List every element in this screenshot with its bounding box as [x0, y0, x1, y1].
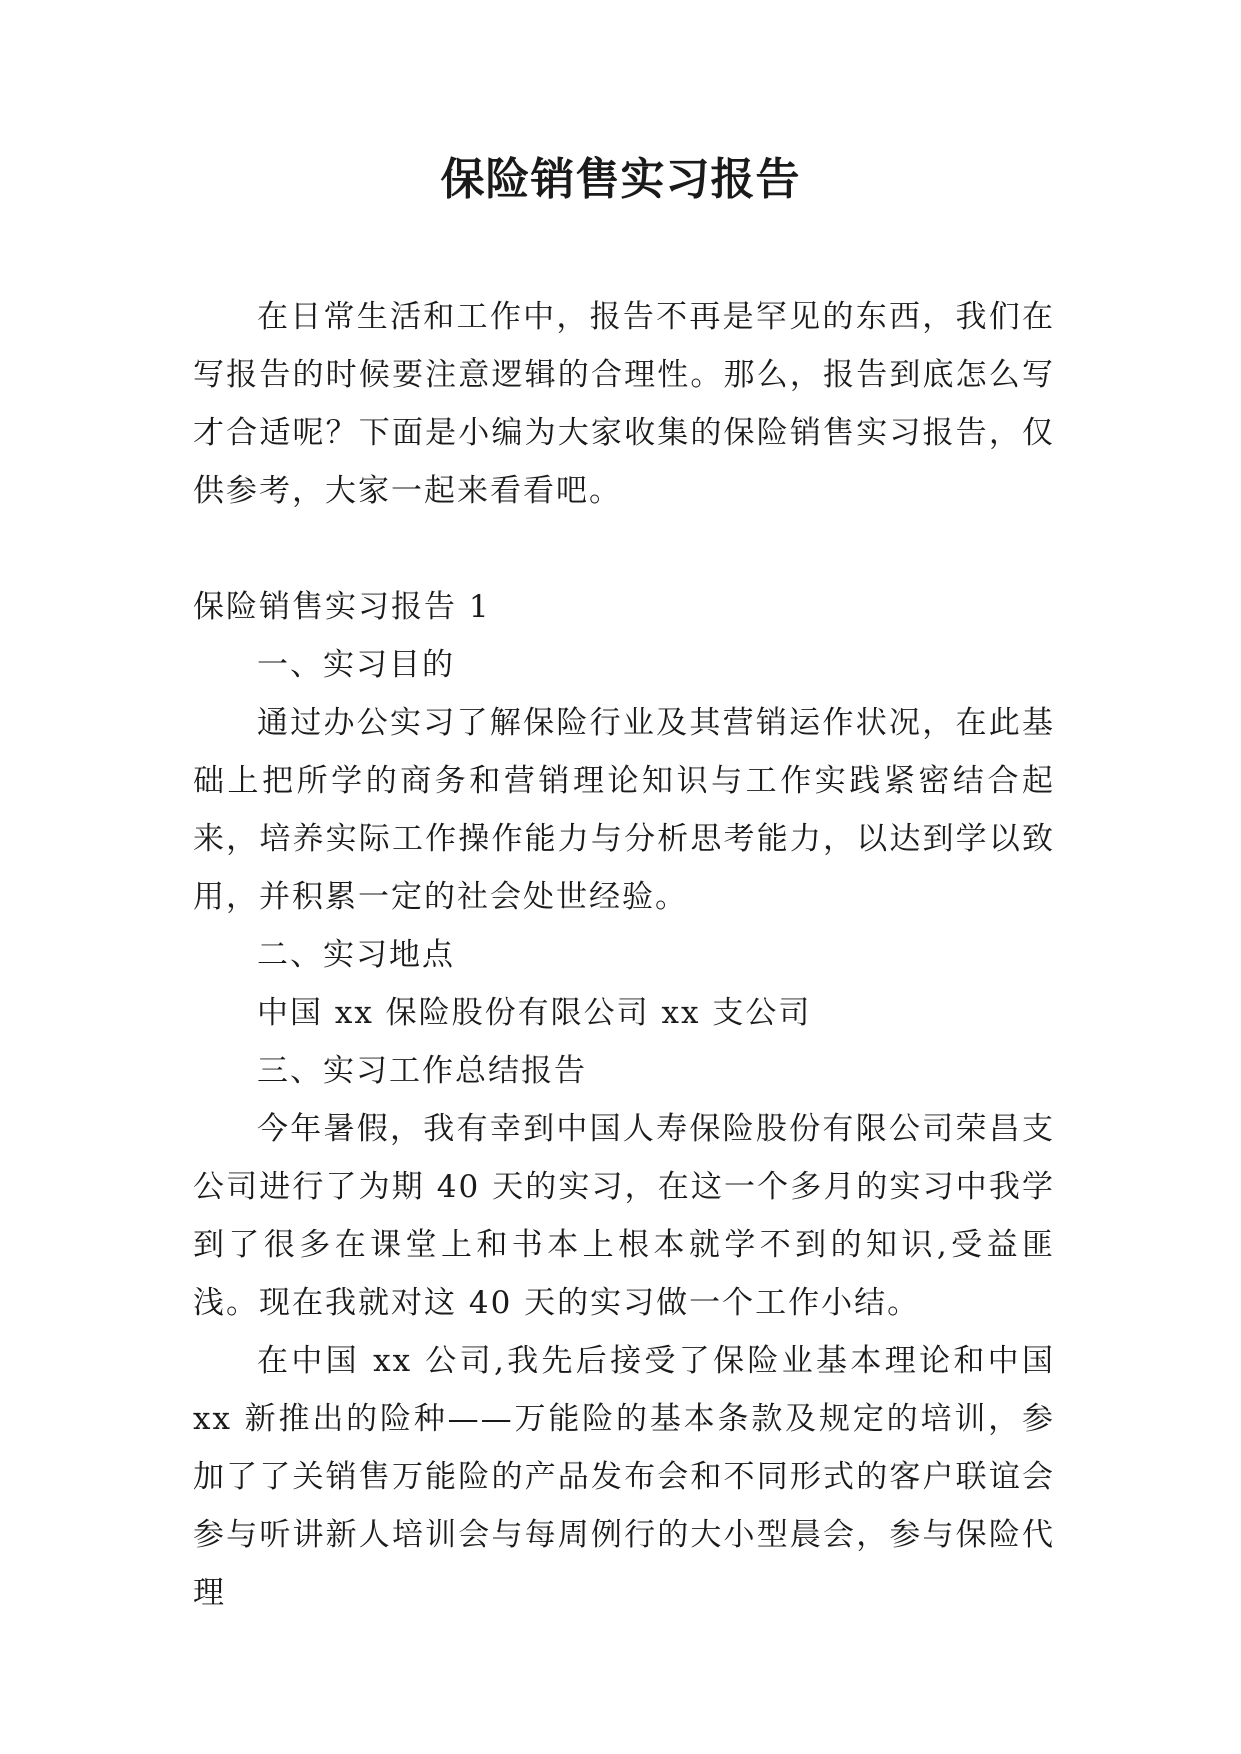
heading-purpose: 一、实习目的	[257, 647, 455, 683]
section-title: 保险销售实习报告 1	[193, 589, 491, 625]
document-title: 保险销售实习报告	[440, 154, 801, 205]
purpose-paragraph: 通过办公实习了解保险行业及其营销运作状况，在此基础上把所学的商务和营销理论知识与工作实践紧密结合起来，培养实际工作操作能力与分析思考能力，以达到学以致用，并积累一定的社会处世经验。	[193, 705, 1055, 915]
heading-summary: 三、实习工作总结报告	[257, 1053, 587, 1089]
heading-location: 二、实习地点	[257, 937, 455, 973]
summary-paragraph-1: 今年暑假，我有幸到中国人寿保险股份有限公司荣昌支公司进行了为期 40 天的实习，在这一个多月的实习中我学到了很多在课堂上和书本上根本就学不到的知识,受益匪浅。现在我就对这 40 天的实习做一个工作小结。	[193, 1111, 1055, 1321]
document-body	[193, 288, 1055, 1622]
location-paragraph: 中国 xx 保险股份有限公司 xx 支公司	[257, 995, 812, 1031]
summary-paragraph-2: 在中国 xx 公司,我先后接受了保险业基本理论和中国 xx 新推出的险种——万能险的基本条款及规定的培训，参加了了关销售万能险的产品发布会和不同形式的客户联谊会参与听讲新人培训会与每周例行的大小型晨会，参与保险代理	[193, 1343, 1055, 1611]
intro-paragraph: 在日常生活和工作中，报告不再是罕见的东西，我们在写报告的时候要注意逻辑的合理性。那么，报告到底怎么写才合适呢？下面是小编为大家收集的保险销售实习报告，仅供参考，大家一起来看看吧。	[193, 299, 1055, 509]
